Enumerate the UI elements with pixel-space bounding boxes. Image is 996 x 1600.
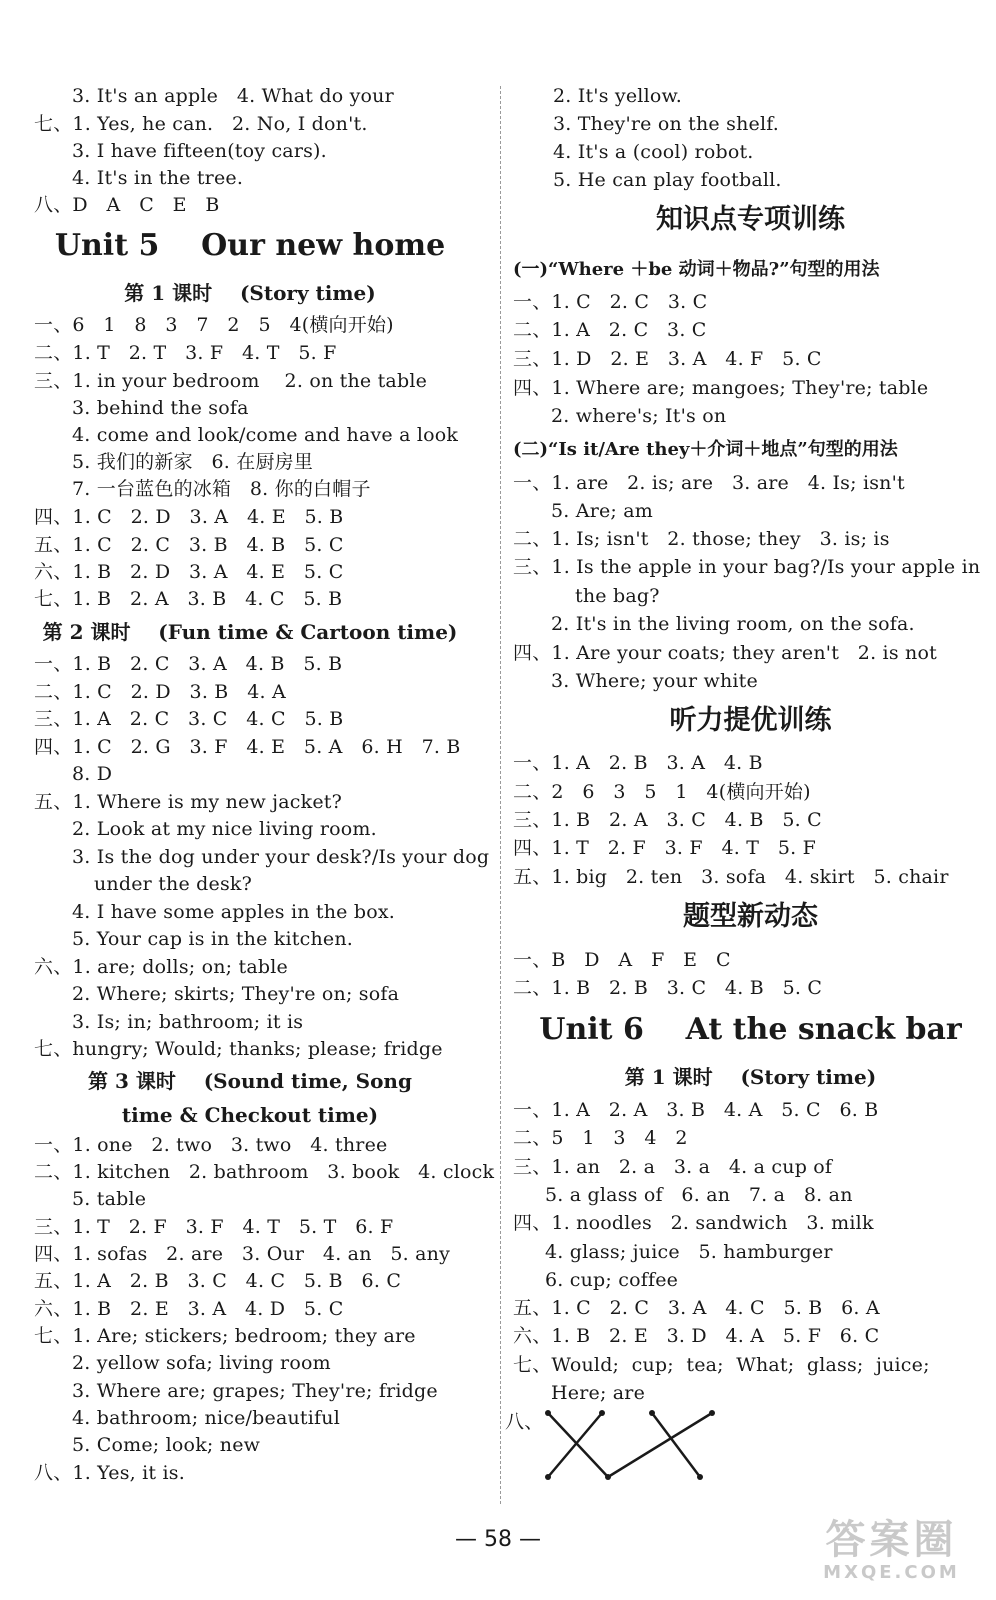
answer-line: 七、1. Yes, he can. 2. No, I don't. — [34, 113, 368, 135]
answer-line: 五、1. C 2. C 3. A 4. C 5. B 6. A — [513, 1297, 880, 1319]
answer-line: 5. a glass of 6. an 7. a 8. an — [545, 1184, 853, 1206]
listening-section-title: 听力提优训练 — [669, 705, 832, 736]
match-dot — [545, 1474, 551, 1480]
answer-line: 一、B D A F E C — [513, 949, 731, 971]
answer-line: 4. It's a (cool) robot. — [553, 141, 754, 163]
answer-line: 4. come and look/come and have a look — [72, 424, 459, 446]
match-dot — [697, 1474, 703, 1480]
answer-line: 2. It's in the living room, on the sofa. — [551, 613, 915, 635]
watermark-logo-text: 答案圈 — [825, 1517, 958, 1563]
unit-6-title: Unit 6 At the snack bar — [539, 1012, 962, 1047]
lesson-heading-cont: time & Checkout time) — [121, 1103, 379, 1127]
answer-line: 2. Where; skirts; They're on; sofa — [72, 983, 400, 1005]
site-watermark — [809, 1518, 974, 1588]
answer-line: 3. Where; your white — [551, 670, 758, 692]
answer-line: 3. Is; in; bathroom; it is — [72, 1011, 304, 1033]
answer-line: 3. They're on the shelf. — [553, 113, 780, 135]
answer-line: 六、1. B 2. E 3. D 4. A 5. F 6. C — [513, 1325, 880, 1347]
answer-line: 3. It's an apple 4. What do your — [72, 85, 394, 107]
answer-line: 5. 我们的新家 6. 在厨房里 — [72, 451, 314, 473]
answer-line: 7. 一台蓝色的冰箱 8. 你的白帽子 — [72, 478, 371, 500]
answer-line: 八、 — [505, 1411, 544, 1433]
answer-line: 三、1. in your bedroom 2. on the table — [34, 370, 428, 392]
sub-heading: (一)“Where ＋be 动词＋物品?”句型的用法 — [513, 259, 880, 280]
answer-line: 5. Come; look; new — [72, 1434, 261, 1456]
answer-line: 四、1. sofas 2. are 3. Our 4. an 5. any — [34, 1243, 451, 1265]
answer-line: 二、1. C 2. D 3. B 4. A — [34, 681, 286, 703]
answer-line: 三、1. an 2. a 3. a 4. a cup of — [513, 1156, 833, 1178]
answer-line: 六、1. B 2. E 3. A 4. D 5. C — [34, 1298, 344, 1320]
answer-line: 4. It's in the tree. — [72, 167, 244, 189]
answer-line: 七、1. Are; stickers; bedroom; they are — [34, 1325, 416, 1347]
answer-line: 2. yellow sofa; living room — [72, 1352, 331, 1374]
answer-line: 三、1. B 2. A 3. C 4. B 5. C — [513, 809, 822, 831]
answer-line: 四、1. C 2. D 3. A 4. E 5. B — [34, 506, 344, 528]
answer-line: 4. glass; juice 5. hamburger — [545, 1241, 833, 1263]
match-dot — [599, 1410, 605, 1416]
answer-line: 二、1. A 2. C 3. C — [513, 319, 707, 341]
answer-line: 二、2 6 3 5 1 4(横向开始) — [513, 781, 811, 803]
answer-line: 3. I have fifteen(toy cars). — [72, 140, 327, 162]
answer-line: 一、1. one 2. two 3. two 4. three — [34, 1134, 388, 1156]
answer-line: 5. Are; am — [551, 500, 654, 522]
answer-line: 5. He can play football. — [553, 169, 782, 191]
answer-line: 一、6 1 8 3 7 2 5 4(横向开始) — [34, 314, 394, 336]
lesson-heading: 第 1 课时 (Story time) — [624, 1065, 877, 1089]
answer-line: 二、1. kitchen 2. bathroom 3. book 4. clock — [34, 1161, 495, 1183]
answer-line: 2. where's; It's on — [551, 405, 727, 427]
answer-line: 四、1. Where are; mangoes; They're; table — [513, 377, 929, 399]
answer-line: 二、1. T 2. T 3. F 4. T 5. F — [34, 342, 337, 364]
lesson-heading: 第 1 课时 (Story time) — [124, 281, 376, 305]
answer-line: 3. Is the dog under your desk?/Is your dog — [72, 846, 490, 868]
answer-line: 四、1. Are your coats; they aren't 2. is not — [513, 642, 937, 664]
answer-line: 五、1. C 2. C 3. B 4. B 5. C — [34, 534, 344, 556]
match-dot — [605, 1474, 611, 1480]
answer-line: 七、Would; cup; tea; What; glass; juice; — [513, 1354, 930, 1376]
answer-line: 四、1. noodles 2. sandwich 3. milk — [513, 1212, 874, 1234]
answer-line: 一、1. are 2. is; are 3. are 4. Is; isn't — [513, 472, 905, 494]
answer-line: 一、1. C 2. C 3. C — [513, 291, 708, 313]
answer-line: under the desk? — [94, 873, 253, 895]
answer-line: Here; are — [551, 1382, 646, 1404]
answer-line: 八、D A C E B — [34, 194, 220, 216]
new-types-section-title: 题型新动态 — [683, 901, 818, 932]
answer-line: 四、1. T 2. F 3. F 4. T 5. F — [513, 837, 817, 859]
answer-line: 二、5 1 3 4 2 — [513, 1127, 688, 1149]
answer-line: 五、1. Where is my new jacket? — [34, 791, 343, 813]
answer-line: 三、1. T 2. F 3. F 4. T 5. T 6. F — [34, 1216, 394, 1238]
match-dot — [709, 1410, 715, 1416]
answer-line: 5. table — [72, 1188, 147, 1210]
watermark-url: MXQE.COM — [823, 1562, 960, 1583]
answer-line: 2. Look at my nice living room. — [72, 818, 377, 840]
column-divider — [500, 86, 501, 1504]
matching-lines-diagram — [540, 1405, 720, 1485]
answer-line: 五、1. A 2. B 3. C 4. C 5. B 6. C — [34, 1270, 402, 1292]
answer-line: 三、1. D 2. E 3. A 4. F 5. C — [513, 348, 822, 370]
answer-line: 六、1. B 2. D 3. A 4. E 5. C — [34, 561, 344, 583]
answer-line: 一、1. A 2. A 3. B 4. A 5. C 6. B — [513, 1099, 879, 1121]
answer-line: 八、1. Yes, it is. — [34, 1462, 185, 1484]
answer-line: 七、hungry; Would; thanks; please; fridge — [34, 1038, 443, 1060]
answer-line: 一、1. B 2. C 3. A 4. B 5. B — [34, 653, 343, 675]
answer-line: 5. Your cap is in the kitchen. — [72, 928, 354, 950]
answer-line: the bag? — [575, 585, 660, 607]
answer-line: 8. D — [72, 763, 113, 785]
unit-5-title: Unit 5 Our new home — [54, 228, 446, 263]
knowledge-section-title: 知识点专项训练 — [656, 204, 845, 235]
match-dot — [649, 1410, 655, 1416]
lesson-heading: 第 3 课时 (Sound time, Song — [88, 1069, 412, 1093]
answer-line: 3. Where are; grapes; They're; fridge — [72, 1380, 438, 1402]
answer-line: 4. I have some apples in the box. — [72, 901, 396, 923]
answer-line: 6. cup; coffee — [545, 1269, 679, 1291]
answer-line: 4. bathroom; nice/beautiful — [72, 1407, 340, 1429]
match-dot — [545, 1410, 551, 1416]
answer-line: 二、1. Is; isn't 2. those; they 3. is; is — [513, 528, 890, 550]
answer-line: 一、1. A 2. B 3. A 4. B — [513, 752, 763, 774]
answer-line: 五、1. big 2. ten 3. sofa 4. skirt 5. chair — [513, 866, 949, 888]
page-number: — 58 — — [455, 1527, 541, 1552]
answer-line: 六、1. are; dolls; on; table — [34, 956, 288, 978]
answer-line: 四、1. C 2. G 3. F 4. E 5. A 6. H 7. B — [34, 736, 461, 758]
lesson-heading: 第 2 课时 (Fun time & Cartoon time) — [42, 620, 458, 644]
answer-line: 二、1. B 2. B 3. C 4. B 5. C — [513, 977, 823, 999]
answer-line: 三、1. A 2. C 3. C 4. C 5. B — [34, 708, 344, 730]
answer-line: 3. behind the sofa — [72, 397, 249, 419]
sub-heading: (二)“Is it/Are they＋介词＋地点”句型的用法 — [513, 439, 898, 460]
answer-line: 七、1. B 2. A 3. B 4. C 5. B — [34, 588, 343, 610]
answer-line: 2. It's yellow. — [553, 85, 682, 107]
answer-line: 三、1. Is the apple in your bag?/Is your apple in — [513, 556, 981, 578]
